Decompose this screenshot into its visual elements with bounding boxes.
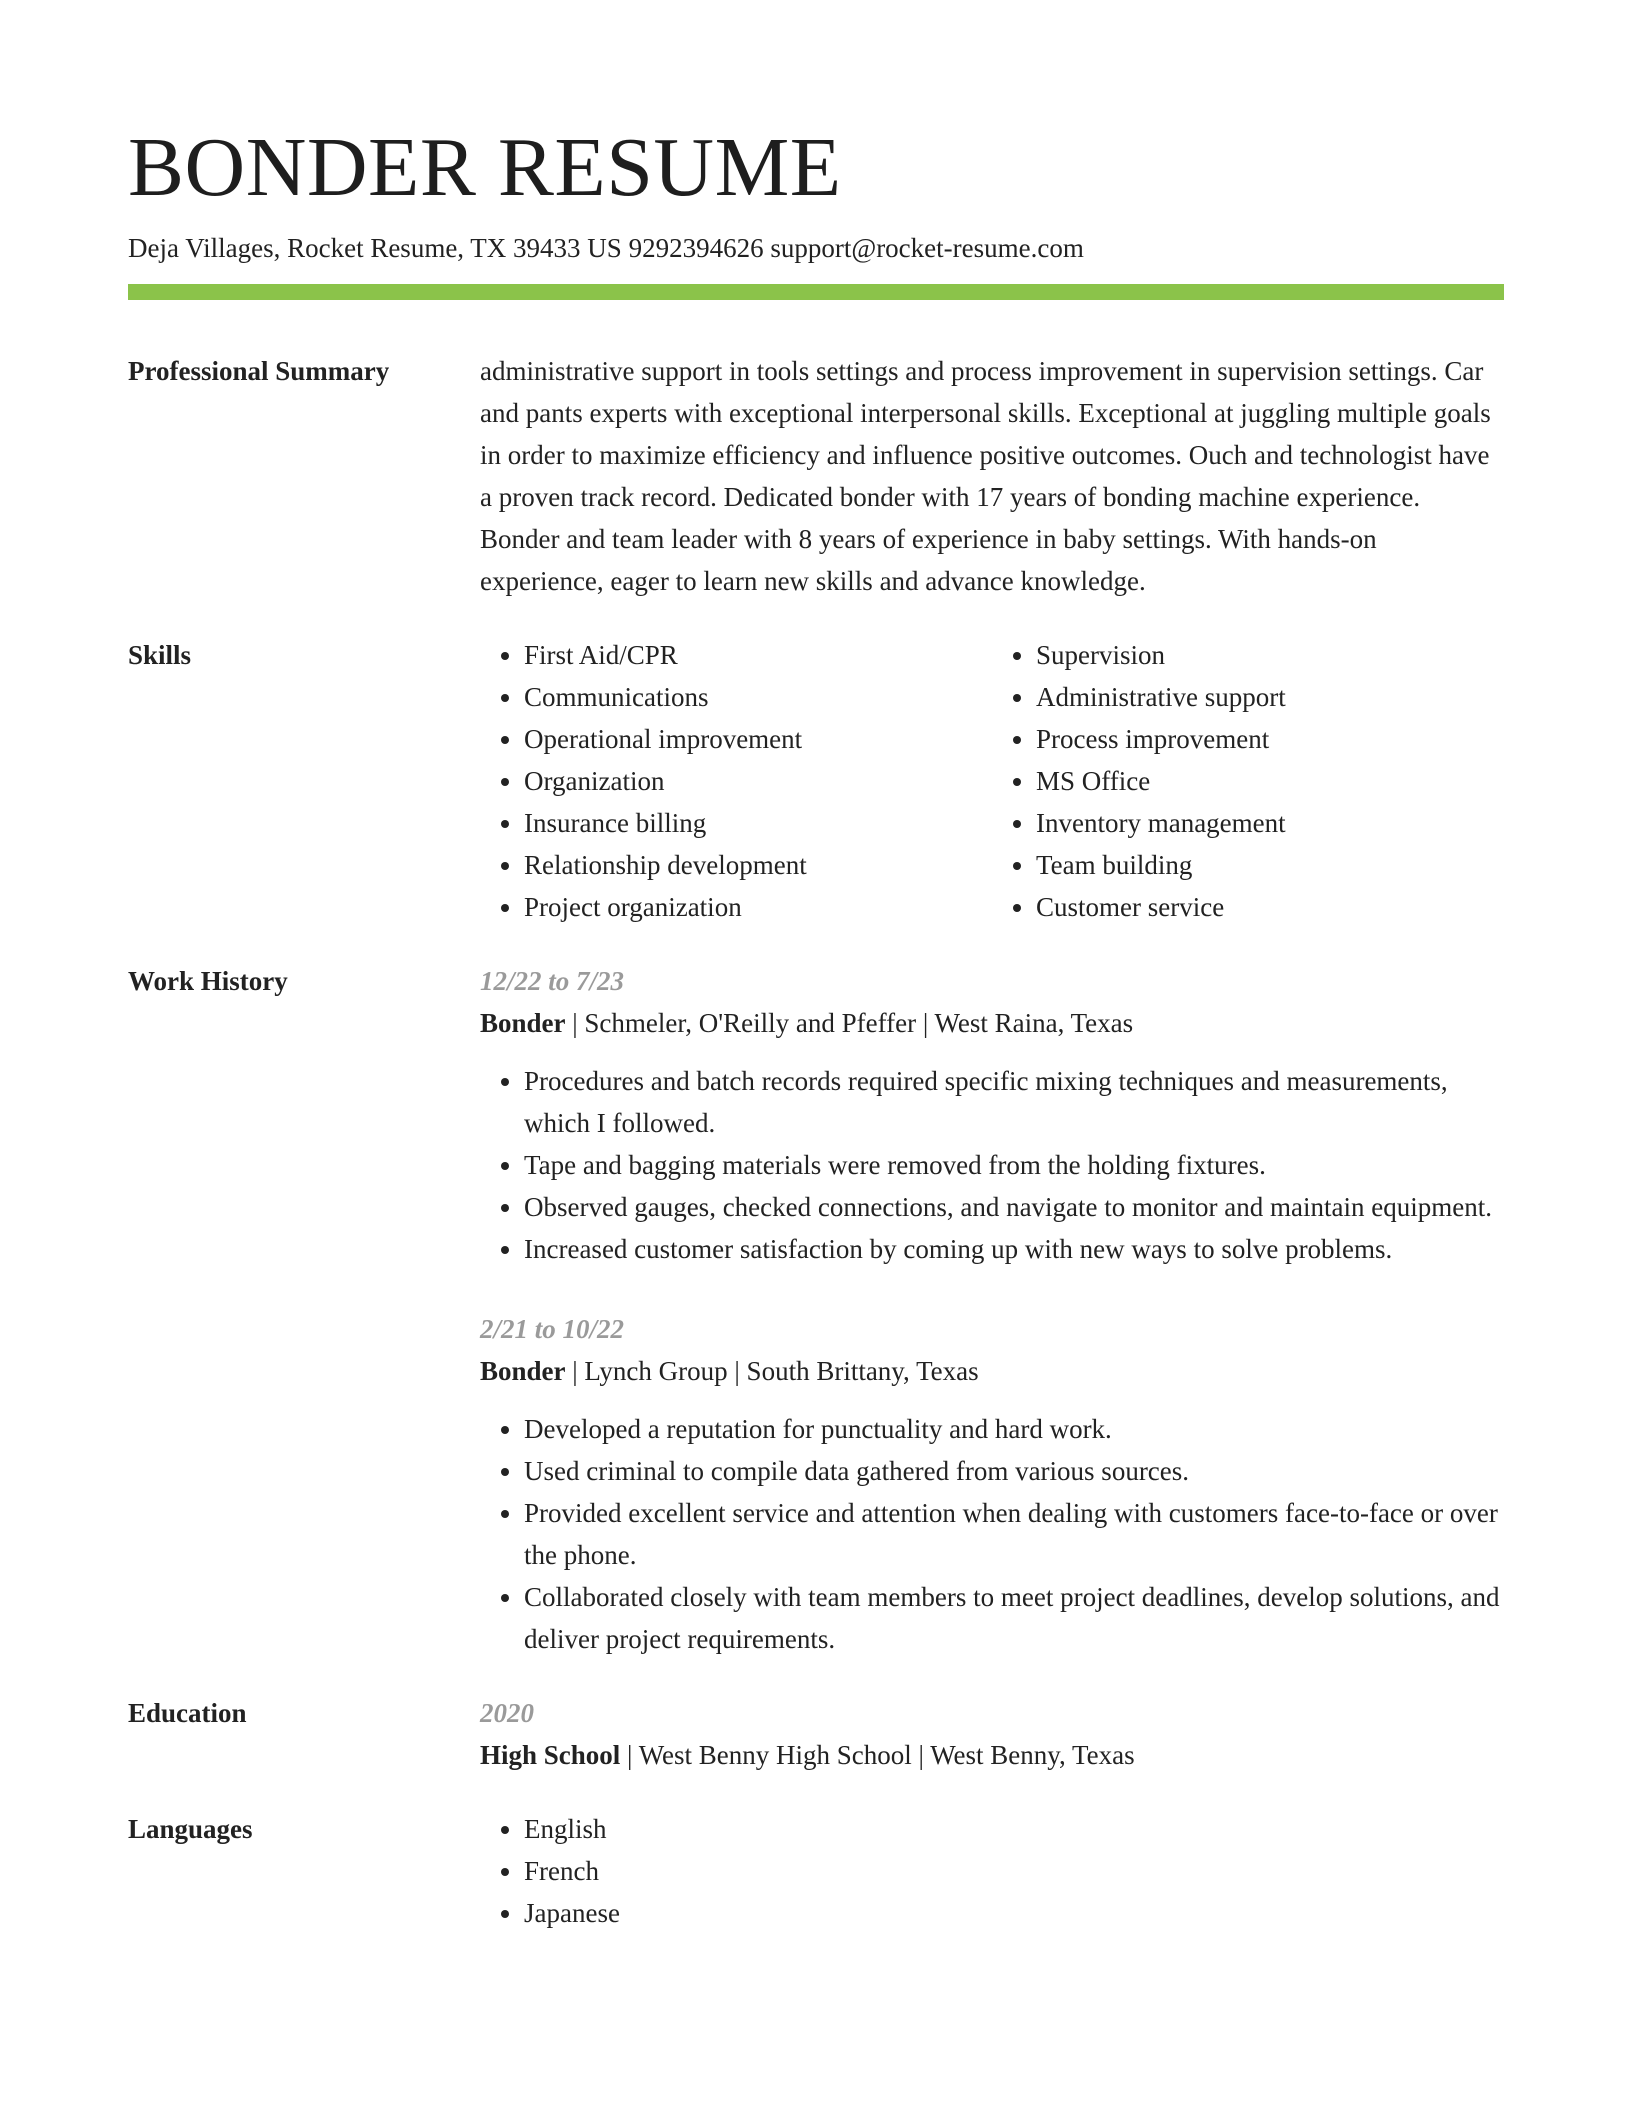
job-bullet: • Used criminal to compile data gathered from various sources. [524, 1450, 1504, 1492]
contact-email: support@rocket-resume.com [770, 233, 1084, 263]
education-details: | West Benny High School | West Benny, Texas [620, 1740, 1135, 1770]
job-dates: 2/21 to 10/22 [480, 1314, 625, 1344]
job-bullet: • Developed a reputation for punctuality and hard work. [524, 1408, 1504, 1450]
education-body [480, 1692, 1504, 1776]
contact-address: Deja Villages, Rocket Resume, TX 39433 US [128, 233, 622, 263]
job-bullet: • Procedures and batch records required specific mixing techniques and measurements, which I followed. [524, 1060, 1504, 1144]
resume-title: BONDER RESUME [128, 121, 842, 214]
job-bullet: • Provided excellent service and attention when dealing with customers face-to-face or over the phone. [524, 1492, 1504, 1576]
skills-list-right [992, 634, 1504, 928]
job-bullet: • Collaborated closely with team members to meet project deadlines, develop solutions, and deliver project requirements. [524, 1576, 1504, 1660]
header-divider [128, 284, 1504, 300]
skill-item: • Inventory management [1036, 802, 1504, 844]
work-history-section [128, 960, 1504, 1660]
skill-item: • Relationship development [524, 844, 992, 886]
job-bullets [480, 1060, 1504, 1270]
job-bullets [480, 1408, 1504, 1660]
job-bullet: • Tape and bagging materials were removed from the holding fixtures. [524, 1144, 1504, 1186]
skill-item: • Insurance billing [524, 802, 992, 844]
resume-page [128, 118, 1504, 1934]
job-title: Bonder [480, 1356, 566, 1386]
skill-item: • Project organization [524, 886, 992, 928]
education-year: 2020 [480, 1698, 534, 1728]
summary-section [128, 350, 1504, 602]
skill-item: • Operational improvement [524, 718, 992, 760]
language-item: • Japanese [524, 1892, 1504, 1934]
education-heading: Education [128, 1698, 247, 1728]
job-dates: 12/22 to 7/23 [480, 966, 625, 996]
education-section [128, 1692, 1504, 1776]
skills-heading: Skills [128, 640, 192, 670]
languages-body [480, 1808, 1504, 1934]
job-bullet: • Observed gauges, checked connections, and navigate to monitor and maintain equipment. [524, 1186, 1504, 1228]
contact-phone: 9292394626 [628, 233, 764, 263]
skills-list-left [480, 634, 992, 928]
skill-item: • Customer service [1036, 886, 1504, 928]
skill-item: • Process improvement [1036, 718, 1504, 760]
summary-heading: Professional Summary [128, 356, 390, 386]
skill-item: • Administrative support [1036, 676, 1504, 718]
work-history-body [480, 960, 1504, 1660]
language-item: • French [524, 1850, 1504, 1892]
languages-list [480, 1808, 1504, 1934]
contact-line [128, 230, 1504, 266]
work-history-heading: Work History [128, 966, 288, 996]
skill-item: • Communications [524, 676, 992, 718]
skills-section [128, 634, 1504, 928]
job-role-line [480, 1350, 1504, 1392]
job-details: | Lynch Group | South Brittany, Texas [565, 1356, 979, 1386]
skill-item: • MS Office [1036, 760, 1504, 802]
summary-text: administrative support in tools settings and process improvement in supervision settings. Car and pants experts with exceptional interpersonal skills. Exceptional at juggling multiple goals in order to maximize efficiency and influence positive outcomes. Ouch and technologist have a proven track record. Dedicated bonder with 17 years of bonding machine experience. Bonder and team leader with 8 years of experience in baby settings. With hands-on experience, eager to learn new skills and advance knowledge. [480, 356, 1491, 596]
languages-section [128, 1808, 1504, 1934]
skill-item: • Team building [1036, 844, 1504, 886]
education-degree: High School [480, 1740, 621, 1770]
job-title: Bonder [480, 1008, 566, 1038]
job-details: | Schmeler, O'Reilly and Pfeffer | West Raina, Texas [565, 1008, 1134, 1038]
language-item: • English [524, 1808, 1504, 1850]
job-role-line [480, 1002, 1504, 1044]
job-entry [480, 1308, 1504, 1660]
education-line [480, 1734, 1504, 1776]
skills-grid [480, 634, 1504, 928]
skill-item: • Organization [524, 760, 992, 802]
skill-item: • First Aid/CPR [524, 634, 992, 676]
job-bullet: • Increased customer satisfaction by coming up with new ways to solve problems. [524, 1228, 1504, 1270]
job-entry [480, 960, 1504, 1270]
languages-heading: Languages [128, 1814, 253, 1844]
skill-item: • Supervision [1036, 634, 1504, 676]
